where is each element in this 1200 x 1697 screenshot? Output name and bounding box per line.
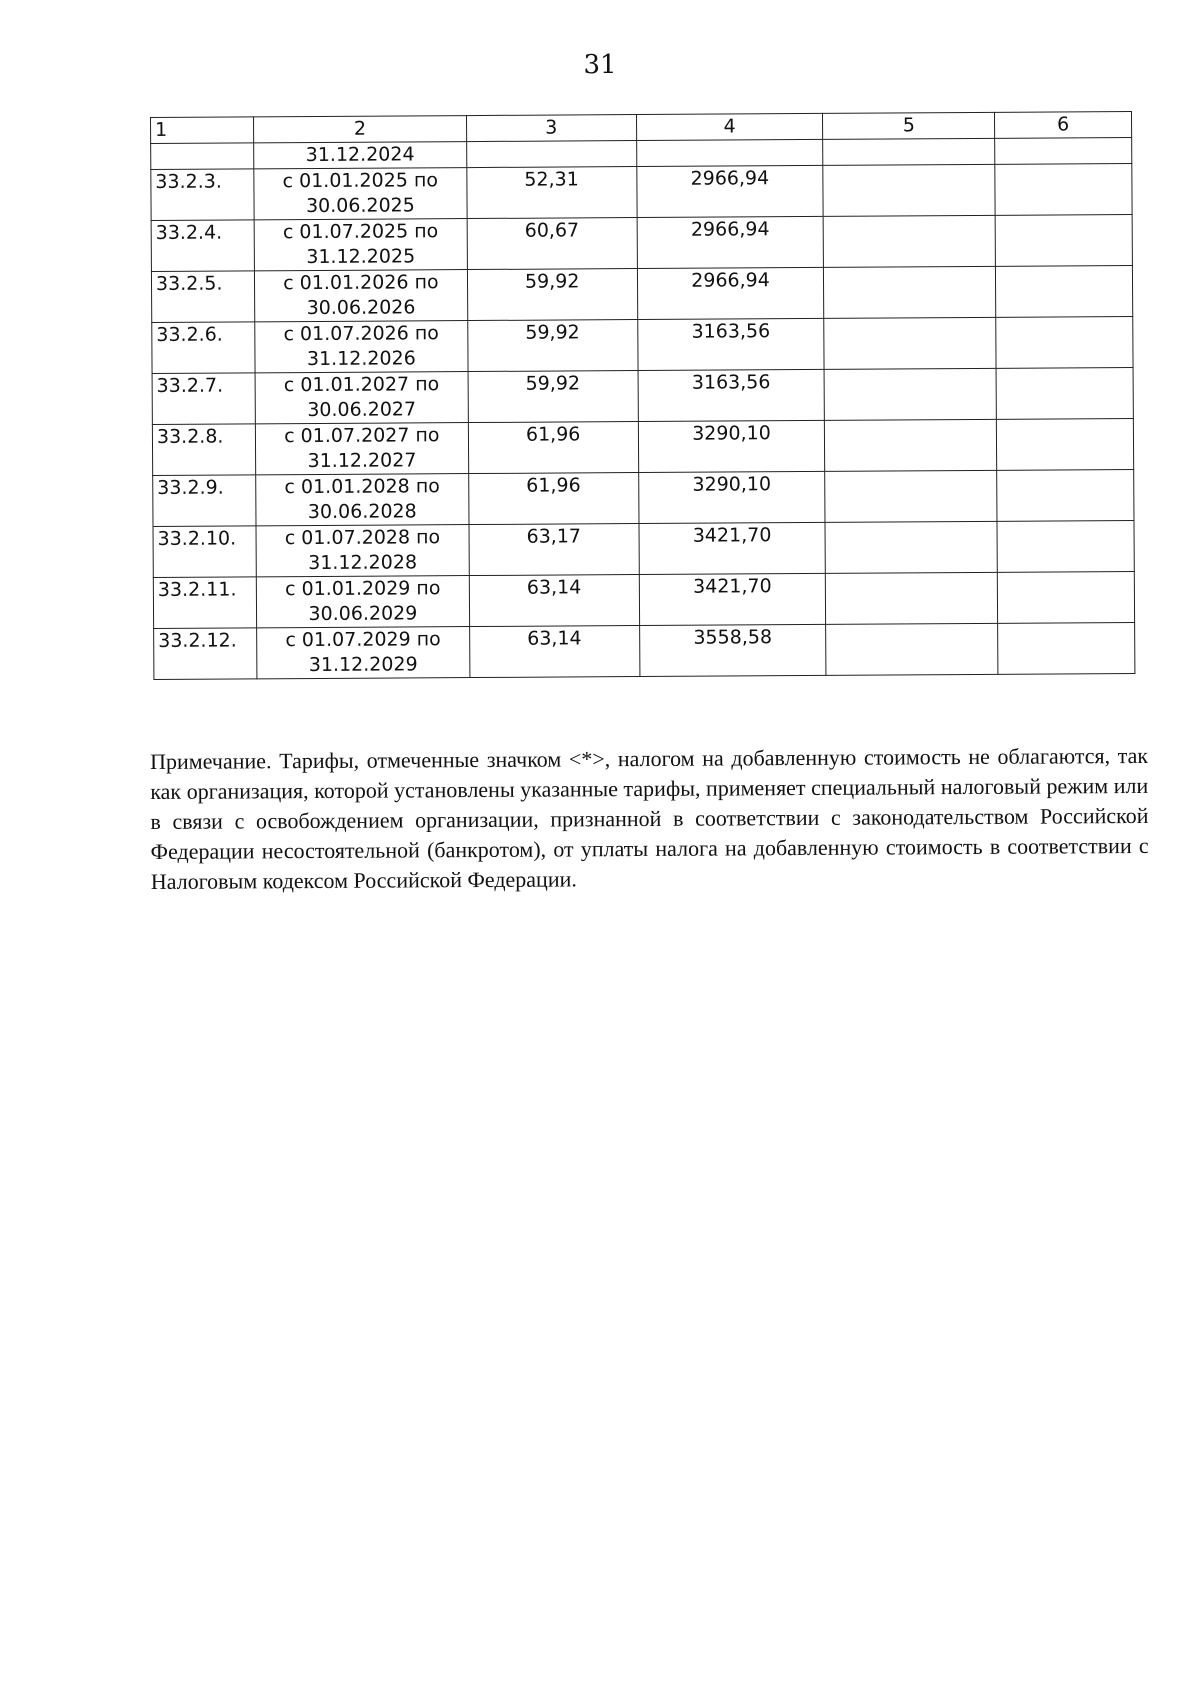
- table-cell: [636, 139, 823, 166]
- table-row: [153, 571, 1134, 628]
- tariff-value-cell: 3163,56: [637, 318, 824, 370]
- period-cell: [256, 525, 469, 577]
- period-start-text: с 01.07.2025 по: [282, 220, 439, 244]
- period-start-text: с 01.07.2027 по: [284, 424, 440, 448]
- period-cell: [255, 423, 468, 475]
- tariff-value-cell: 3163,56: [638, 369, 825, 421]
- column-header-3: 3: [466, 115, 636, 142]
- tariff-value-cell: 3290,10: [638, 420, 825, 472]
- table-row: [152, 317, 1133, 374]
- period-end-text: 31.12.2027: [307, 449, 417, 473]
- row-number-cell: 33.2.3.: [151, 169, 254, 221]
- tariff-value-cell: 59,92: [468, 371, 638, 423]
- tariff-value-cell: 63,17: [469, 524, 639, 576]
- tariff-value-cell: 60,67: [467, 218, 637, 270]
- column-header-1: 1: [151, 117, 254, 144]
- period-end-text: 30.06.2028: [307, 500, 417, 524]
- table-row: [153, 520, 1134, 577]
- period-cell: [255, 372, 468, 424]
- table-cell: [824, 215, 996, 267]
- period-end-text: 30.06.2026: [306, 296, 416, 320]
- table-cell: [995, 138, 1132, 165]
- page-number: 31: [583, 50, 617, 80]
- tariff-value-cell: 61,96: [468, 422, 638, 474]
- tariff-value-cell: 3558,58: [639, 624, 826, 676]
- table-row: [151, 266, 1132, 323]
- table-cell: [997, 469, 1134, 521]
- table-row: [154, 622, 1135, 679]
- tariff-value-cell: 3421,70: [639, 522, 826, 574]
- tariff-value-cell: 3421,70: [639, 573, 826, 625]
- period-end-text: 31.12.2029: [308, 653, 418, 677]
- period-cell: [256, 576, 469, 628]
- row-number-cell: 33.2.8.: [152, 424, 255, 476]
- table-cell: [825, 521, 997, 573]
- period-start-text: с 01.07.2028 по: [284, 526, 441, 550]
- table-cell: [997, 520, 1134, 572]
- tariff-value-cell: 59,92: [467, 269, 637, 321]
- table-cell: [824, 317, 996, 369]
- period-end-text: 30.06.2025: [305, 194, 415, 218]
- row-number-cell: 33.2.6.: [152, 322, 255, 374]
- table-cell: [826, 572, 998, 624]
- table-row: [151, 215, 1132, 272]
- table-row: [152, 367, 1133, 424]
- tariff-value-cell: 2966,94: [636, 165, 823, 217]
- table-cell: [825, 419, 997, 471]
- table-cell: [151, 143, 254, 170]
- tariff-value-cell: 3290,10: [638, 471, 825, 523]
- row-number-cell: 33.2.5.: [151, 271, 254, 323]
- tariff-value-cell: 61,96: [468, 473, 638, 525]
- table-cell: [996, 266, 1133, 318]
- note-paragraph: Примечание. Тарифы, отмеченные значком <*>, налогом на добавленную стоимость не облагаются, так как организация, которой установлены указанные тарифы, применяет специальный налоговый режим или в связи с освобождением организации, признанной в соответствии с законодательством Российской Федерации несостоятельной (банкротом), от уплаты налога на добавленную стоимость в соответствии с Налоговым кодексом Российской Федерации.: [150, 742, 1149, 894]
- table-cell: [995, 215, 1132, 267]
- tariff-table: [150, 111, 1135, 680]
- row-number-cell: 33.2.4.: [151, 220, 254, 272]
- tariff-value-cell: 63,14: [469, 575, 639, 627]
- table-row: [151, 164, 1132, 221]
- period-start-text: с 01.01.2027 по: [283, 373, 440, 397]
- period-cell: [254, 219, 467, 271]
- table-row: [152, 418, 1133, 475]
- table-cell: [823, 164, 995, 216]
- table-cell: [824, 266, 996, 318]
- row-number-cell: 33.2.7.: [152, 373, 255, 425]
- period-cell: [255, 321, 468, 373]
- table-cell: [824, 368, 996, 420]
- table-cell: [998, 622, 1135, 674]
- column-header-6: 6: [995, 112, 1132, 139]
- tariff-value-cell: 52,31: [467, 167, 637, 219]
- table-cell: [996, 317, 1133, 369]
- table-cell: [823, 138, 995, 165]
- tariff-value-cell: 2966,94: [637, 216, 824, 268]
- table-cell: [997, 571, 1134, 623]
- row-number-cell: 33.2.11.: [153, 577, 256, 629]
- table-cell: [466, 141, 636, 168]
- table-cell: [825, 470, 997, 522]
- period-end-text: 31.12.2025: [306, 245, 416, 269]
- tariff-value-cell: 2966,94: [637, 267, 824, 319]
- row-number-cell: 33.2.12.: [154, 628, 257, 680]
- table-cell: [996, 367, 1133, 419]
- period-start-text: с 01.01.2026 по: [283, 271, 439, 295]
- tariff-value-cell: 59,92: [468, 320, 638, 372]
- period-start-text: с 01.01.2025 по: [282, 169, 439, 193]
- period-start-text: с 01.07.2026 по: [283, 322, 439, 346]
- period-cell: [256, 474, 469, 526]
- period-end-text: 30.06.2029: [308, 602, 418, 626]
- tariff-table-body: [151, 112, 1135, 680]
- table-cell: [826, 623, 998, 675]
- row-number-cell: 33.2.9.: [153, 475, 256, 527]
- tariff-value-cell: 63,14: [469, 626, 639, 678]
- period-cell: [257, 627, 470, 679]
- column-header-5: 5: [823, 112, 995, 139]
- table-cell: [997, 418, 1134, 470]
- period-end-text: 31.12.2026: [306, 347, 416, 371]
- continuation-period-cell: 31.12.2024: [254, 142, 467, 169]
- period-cell: [254, 168, 467, 220]
- period-start-text: с 01.07.2029 по: [285, 628, 441, 652]
- table-row: [153, 469, 1134, 526]
- table-cell: [995, 164, 1132, 216]
- column-header-4: 4: [636, 113, 823, 140]
- period-start-text: с 01.01.2028 по: [284, 475, 440, 499]
- column-header-2: 2: [253, 116, 466, 143]
- row-number-cell: 33.2.10.: [153, 526, 256, 578]
- period-start-text: с 01.01.2029 по: [285, 577, 441, 601]
- period-end-text: 31.12.2028: [308, 551, 418, 575]
- period-cell: [254, 270, 467, 322]
- period-end-text: 30.06.2027: [307, 398, 417, 422]
